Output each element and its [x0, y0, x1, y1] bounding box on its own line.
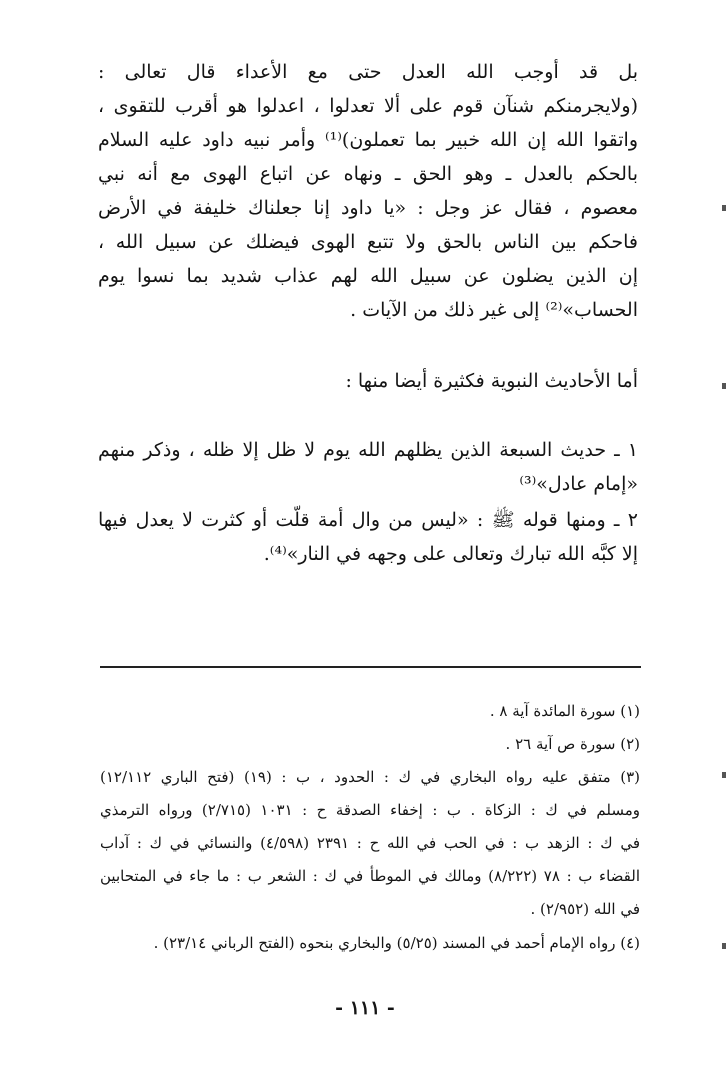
body-line: الحساب»⁽²⁾ إلى غير ذلك من الآيات .	[350, 299, 638, 321]
footnote-line: (٣) متفق عليه رواه البخاري في ك : الحدود ، ب : (١٩) (فتح الباري ١٢/١١٢)	[100, 768, 640, 786]
scan-mark	[722, 943, 726, 949]
footnote-line: (٢) سورة ص آية ٢٦ .	[505, 735, 640, 753]
footnote-line: في ك : الزهد ب : في الحب في الله ح : ٢٣٩١ (٤/٥٩٨) والنسائي في ك : آداب	[100, 834, 641, 852]
scan-mark	[722, 772, 726, 778]
footnote-divider	[100, 666, 641, 668]
footnote-line: (٤) رواه الإمام أحمد في المسند (٥/٢٥) والبخاري بنحوه (الفتح الرباني ٢٣/١٤) .	[153, 934, 640, 952]
body-line: بالحكم بالعدل ـ وهو الحق ـ ونهاه عن اتباع الهوى مع أنه نبي	[98, 163, 638, 185]
hadith-line: إلا كبَّه الله تبارك وتعالى على وجهه في النار»⁽⁴⁾.	[263, 543, 638, 565]
scan-mark	[722, 205, 726, 211]
footnote-line: (١) سورة المائدة آية ٨ .	[489, 702, 640, 720]
footnote-line: القضاء ب : ٧٨ (٨/٢٢٢) ومالك في الموطأ في ك : الشعر ب : ما جاء في المتحابين	[100, 867, 640, 885]
section-heading: أما الأحاديث النبوية فكثيرة أيضا منها :	[345, 370, 638, 392]
body-line: فاحكم بين الناس بالحق ولا تتبع الهوى فيضلك عن سبيل الله ،	[98, 231, 638, 253]
body-line: معصوم ، فقال عز وجل : «يا داود إنا جعلناك خليفة في الأرض	[98, 197, 638, 219]
scan-mark	[722, 383, 726, 389]
hadith-line: ٢ ـ ومنها قوله ﷺ : «ليس من وال أمة قلّت أو كثرت لا يعدل فيها	[98, 509, 638, 531]
body-line: إن الذين يضلون عن سبيل الله لهم عذاب شديد بما نسوا يوم	[98, 265, 638, 287]
body-line: واتقوا الله إن الله خبير بما تعملون)⁽¹⁾ وأمر نبيه داود عليه السلام	[98, 129, 639, 151]
footnote-line: في الله (٢/٩٥٢) .	[530, 900, 640, 918]
body-line: (ولايجرمنكم شنآن قوم على ألا تعدلوا ، اعدلوا هو أقرب للتقوى ،	[98, 95, 638, 117]
body-line: بل قد أوجب الله العدل حتى مع الأعداء قال تعالى :	[98, 61, 638, 83]
hadith-line: ١ ـ حديث السبعة الذين يظلهم الله يوم لا ظل إلا ظله ، وذكر منهم	[98, 439, 638, 461]
footnote-line: ومسلم في ك : الزكاة . ب : إخفاء الصدقة ح : ١٠٣١ (٢/٧١٥) ورواه الترمذي	[100, 801, 640, 819]
page-number: - ١١١ -	[335, 997, 395, 1019]
hadith-line: «إمام عادل»⁽³⁾	[519, 473, 638, 495]
